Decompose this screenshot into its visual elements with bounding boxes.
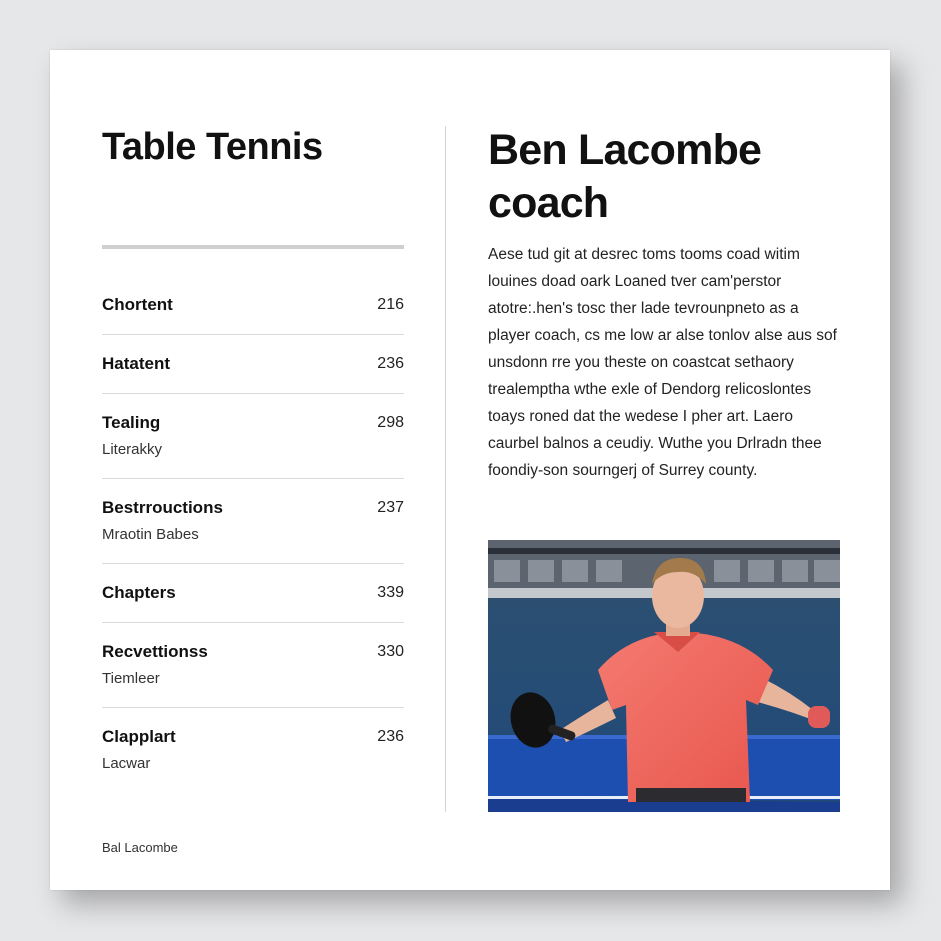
toc-item-label: Clapplart — [102, 727, 176, 746]
toc-divider — [102, 245, 404, 249]
toc-item-page: 236 — [377, 728, 404, 745]
column-divider — [445, 126, 446, 812]
toc-item-page: 339 — [377, 584, 404, 601]
toc-item-page: 330 — [377, 643, 404, 660]
toc-item[interactable] — [102, 276, 404, 335]
toc-item[interactable] — [102, 335, 404, 394]
bio-paragraph: Aese tud git at desrec toms tooms coad witim louines doad oark Loaned tver cam'perstor atotre:.hen's tosc ther lade tevrounpneto as a player coach, cs me low ar alse tonlov alse aus sof unsdonn rre you theste on coastcat sethaory trealemptha wthe exle of Dendorg relicoslontes toays roned dat the wedese I pher art. Laero caurbel balnos a ceudiy. Wuthe you Drlradn thee foondiy-son sourngerj of Surrey county. — [488, 246, 837, 479]
toc-item[interactable] — [102, 708, 404, 792]
toc-item-label: Recvettionss — [102, 642, 208, 661]
toc-item-sublabel: Tiemleer — [102, 670, 160, 687]
toc-item-label: Tealing — [102, 413, 161, 432]
toc-item-sublabel: Mraotin Babes — [102, 526, 199, 543]
toc-item[interactable] — [102, 623, 404, 708]
toc-item[interactable] — [102, 564, 404, 623]
toc-list — [102, 276, 404, 792]
toc-item-sublabel: Lacwar — [102, 755, 151, 772]
bio-title: Ben Lacombe coach — [488, 126, 762, 227]
toc-title: Table Tennis — [102, 126, 323, 168]
book-page — [50, 50, 890, 890]
toc-item[interactable] — [102, 394, 404, 479]
toc-item-page: 298 — [377, 414, 404, 431]
toc-item-page: 236 — [377, 355, 404, 372]
table-tennis-player-photo — [488, 540, 840, 812]
toc-item-page: 237 — [377, 499, 404, 516]
toc-item-sublabel: Literakky — [102, 441, 163, 458]
toc-item-page: 216 — [377, 296, 404, 313]
toc-item-label: Chortent — [102, 295, 173, 314]
toc-item-label: Bestrrouctions — [102, 498, 223, 517]
toc-item-label: Hatatent — [102, 354, 171, 373]
footer-author: Bal Lacombe — [102, 840, 178, 855]
toc-item[interactable] — [102, 479, 404, 564]
toc-item-label: Chapters — [102, 583, 176, 602]
